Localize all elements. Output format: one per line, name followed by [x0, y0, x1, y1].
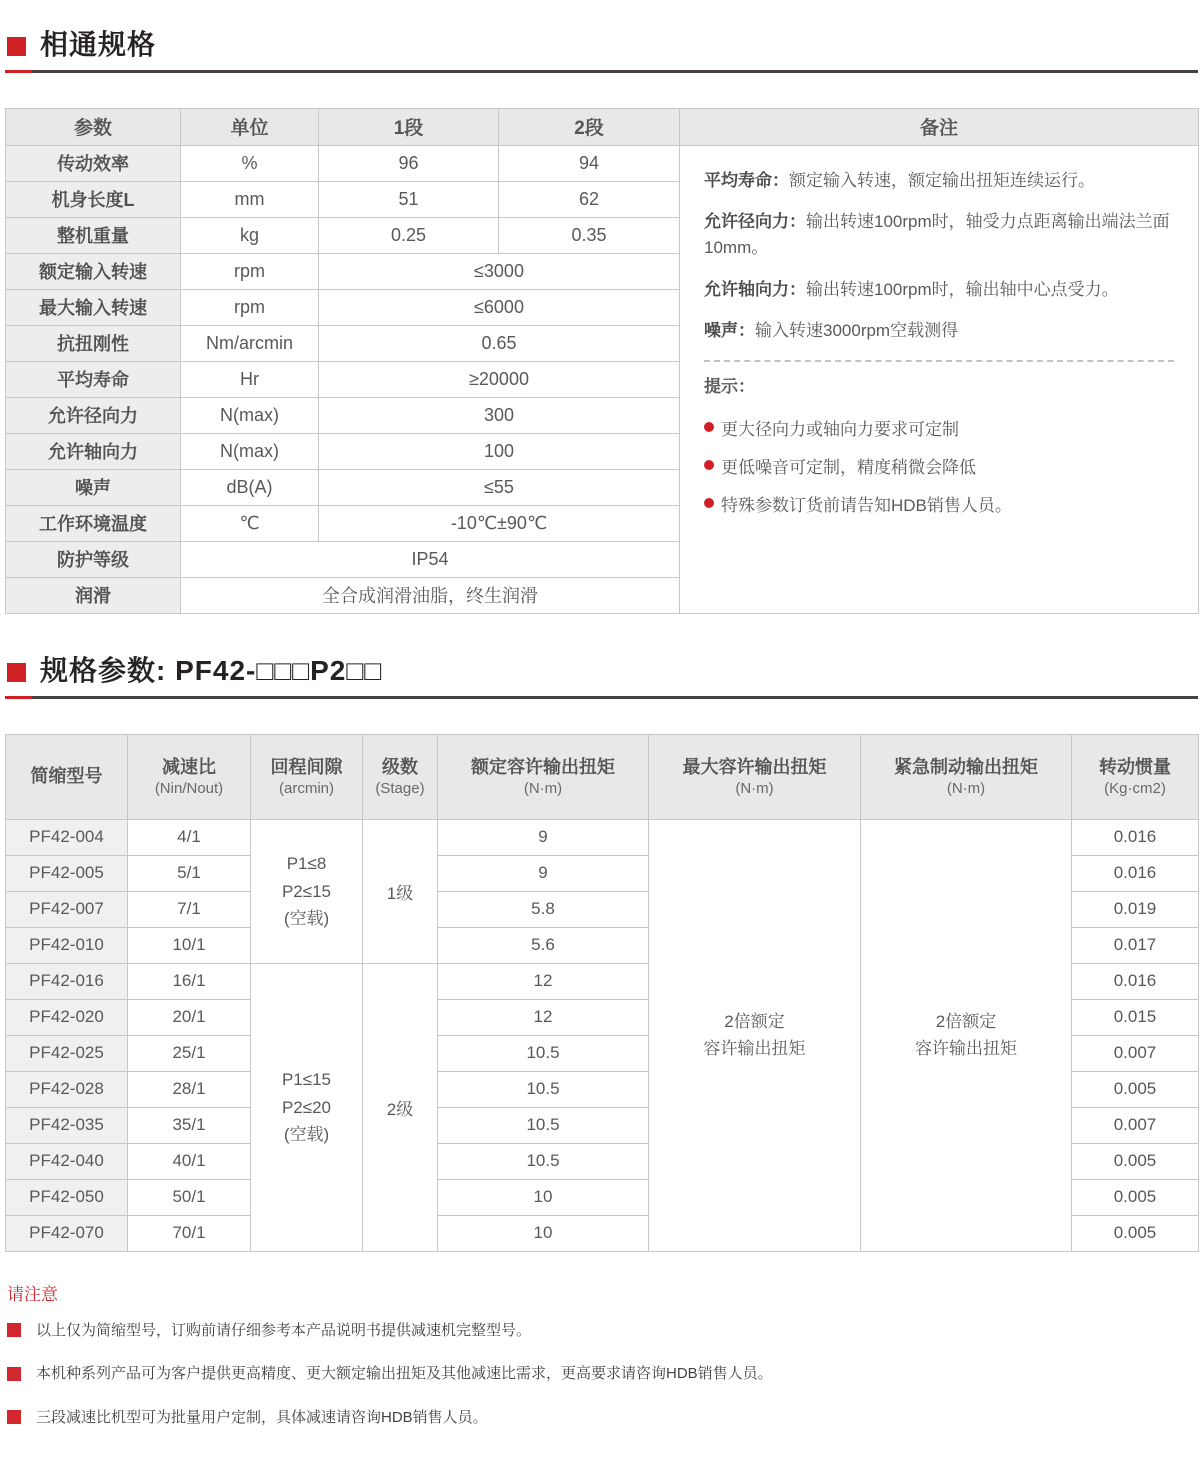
value-cell: IP54: [181, 541, 680, 577]
inertia-cell: 0.019: [1072, 891, 1199, 927]
ratio-cell: 7/1: [128, 891, 251, 927]
dashed-divider: [704, 360, 1174, 362]
table-header-row: [6, 734, 1199, 819]
remark-item: 平均寿命：额定输入转速，额定输出扭矩连续运行。: [704, 170, 1095, 190]
max-torque-group-cell: 2倍额定 容许输出扭矩: [649, 819, 861, 1251]
value-cell: ≥20000: [319, 361, 680, 397]
section-title-text: 规格参数: PF42-□□□P2□□: [40, 654, 383, 686]
ratio-cell: 25/1: [128, 1035, 251, 1071]
table-row: [6, 819, 1199, 855]
unit-cell: kg: [181, 217, 319, 253]
inertia-cell: 0.005: [1072, 1179, 1199, 1215]
inertia-cell: 0.007: [1072, 1035, 1199, 1071]
value-cell: 51: [319, 181, 499, 217]
inertia-cell: 0.016: [1072, 819, 1199, 855]
red-square-icon: [7, 37, 26, 56]
col-header-brake-torque: 紧急制动输出扭矩 (N·m): [861, 734, 1072, 819]
value-cell: 100: [319, 433, 680, 469]
value-cell: ≤3000: [319, 253, 680, 289]
col-header-stage: 级数 (Stage): [363, 734, 438, 819]
param-cell: 传动效率: [6, 145, 181, 181]
notice-item: 以上仅为简缩型号，订购前请仔细参考本产品说明书提供减速机完整型号。: [7, 1321, 1198, 1341]
tip-item: 更低噪音可定制，精度稍微会降低: [704, 453, 1174, 478]
col-header-remark: 备注: [680, 108, 1199, 145]
ratio-cell: 28/1: [128, 1071, 251, 1107]
col-header-param: 参数: [6, 108, 181, 145]
spec-params-section: [5, 656, 1198, 1252]
model-cell: PF42-028: [6, 1071, 128, 1107]
ratio-cell: 4/1: [128, 819, 251, 855]
ratio-cell: 70/1: [128, 1215, 251, 1251]
unit-cell: N(max): [181, 397, 319, 433]
col-header-stage1: 1段: [319, 108, 499, 145]
tip-item: 更大径向力或轴向力要求可定制: [704, 415, 1174, 440]
inertia-cell: 0.016: [1072, 855, 1199, 891]
ratio-cell: 20/1: [128, 999, 251, 1035]
unit-cell: %: [181, 145, 319, 181]
unit-cell: ℃: [181, 505, 319, 541]
torque-cell: 10.5: [438, 1143, 649, 1179]
col-header-model: 简缩型号: [6, 734, 128, 819]
param-cell: 额定输入转速: [6, 253, 181, 289]
tips-title: 提示：: [704, 376, 755, 396]
unit-cell: Hr: [181, 361, 319, 397]
notice-section: [5, 1280, 1198, 1428]
col-header-stage2: 2段: [499, 108, 680, 145]
value-cell: 0.35: [499, 217, 680, 253]
common-specs-section: [5, 30, 1198, 614]
param-cell: 防护等级: [6, 541, 181, 577]
value-cell: 0.25: [319, 217, 499, 253]
torque-cell: 9: [438, 855, 649, 891]
remark-item: 噪声：输入转速3000rpm空载测得: [704, 321, 959, 341]
value-cell: 96: [319, 145, 499, 181]
table-header-row: [6, 108, 1199, 145]
value-cell: 全合成润滑油脂，终生润滑: [181, 577, 680, 613]
param-cell: 噪声: [6, 469, 181, 505]
inertia-cell: 0.005: [1072, 1143, 1199, 1179]
model-cell: PF42-016: [6, 963, 128, 999]
model-cell: PF42-040: [6, 1143, 128, 1179]
torque-cell: 12: [438, 999, 649, 1035]
torque-cell: 10: [438, 1215, 649, 1251]
bullet-dot-icon: [704, 460, 714, 470]
bullet-dot-icon: [704, 498, 714, 508]
model-cell: PF42-007: [6, 891, 128, 927]
stage-group-cell: 1级: [363, 819, 438, 963]
param-cell: 润滑: [6, 577, 181, 613]
section-title-common: [5, 30, 1198, 73]
torque-cell: 12: [438, 963, 649, 999]
unit-cell: dB(A): [181, 469, 319, 505]
inertia-cell: 0.015: [1072, 999, 1199, 1035]
table-row: [6, 145, 1199, 181]
remarks-cell: [680, 145, 1199, 613]
torque-cell: 5.6: [438, 927, 649, 963]
value-cell: ≤55: [319, 469, 680, 505]
notice-item: 三段减速比机型可为批量用户定制，具体减速请咨询HDB销售人员。: [7, 1408, 1198, 1428]
param-cell: 整机重量: [6, 217, 181, 253]
notice-item: 本机种系列产品可为客户提供更高精度、更大额定输出扭矩及其他减速比需求，更高要求请咨询HDB销售人员。: [7, 1364, 1198, 1384]
ratio-cell: 10/1: [128, 927, 251, 963]
backlash-group-cell: P1≤8 P2≤15 (空载): [251, 819, 363, 963]
col-header-unit: 单位: [181, 108, 319, 145]
value-cell: -10℃±90℃: [319, 505, 680, 541]
param-cell: 允许轴向力: [6, 433, 181, 469]
ratio-cell: 35/1: [128, 1107, 251, 1143]
model-cell: PF42-070: [6, 1215, 128, 1251]
value-cell: 62: [499, 181, 680, 217]
model-cell: PF42-050: [6, 1179, 128, 1215]
model-cell: PF42-004: [6, 819, 128, 855]
param-cell: 机身长度L: [6, 181, 181, 217]
model-cell: PF42-035: [6, 1107, 128, 1143]
col-header-ratio: 减速比 (Nin/Nout): [128, 734, 251, 819]
section-title-spec: [5, 656, 1198, 699]
ratio-cell: 40/1: [128, 1143, 251, 1179]
model-cell: PF42-025: [6, 1035, 128, 1071]
red-square-bullet-icon: [7, 1323, 21, 1337]
common-specs-table: [5, 108, 1199, 614]
col-header-inertia: 转动惯量 (Kg·cm2): [1072, 734, 1199, 819]
remark-item: 允许径向力：输出转速100rpm时，轴受力点距离输出端法兰面10mm。: [704, 212, 1170, 258]
unit-cell: N(max): [181, 433, 319, 469]
param-cell: 抗扭刚性: [6, 325, 181, 361]
red-square-bullet-icon: [7, 1410, 21, 1424]
ratio-cell: 16/1: [128, 963, 251, 999]
model-cell: PF42-010: [6, 927, 128, 963]
inertia-cell: 0.007: [1072, 1107, 1199, 1143]
col-header-max-torque: 最大容许输出扭矩 (N·m): [649, 734, 861, 819]
torque-cell: 10.5: [438, 1071, 649, 1107]
torque-cell: 10: [438, 1179, 649, 1215]
backlash-group-cell: P1≤15 P2≤20 (空载): [251, 963, 363, 1251]
ratio-cell: 5/1: [128, 855, 251, 891]
bullet-dot-icon: [704, 422, 714, 432]
unit-cell: rpm: [181, 289, 319, 325]
value-cell: 94: [499, 145, 680, 181]
inertia-cell: 0.017: [1072, 927, 1199, 963]
ratio-cell: 50/1: [128, 1179, 251, 1215]
model-cell: PF42-020: [6, 999, 128, 1035]
model-cell: PF42-005: [6, 855, 128, 891]
torque-cell: 10.5: [438, 1107, 649, 1143]
param-cell: 平均寿命: [6, 361, 181, 397]
torque-cell: 10.5: [438, 1035, 649, 1071]
inertia-cell: 0.005: [1072, 1215, 1199, 1251]
red-square-bullet-icon: [7, 1367, 21, 1381]
remark-item: 允许轴向力：输出转速100rpm时，输出轴中心点受力。: [704, 279, 1119, 299]
torque-cell: 5.8: [438, 891, 649, 927]
unit-cell: rpm: [181, 253, 319, 289]
col-header-rated-torque: 额定容许输出扭矩 (N·m): [438, 734, 649, 819]
tip-item: 特殊参数订货前请告知HDB销售人员。: [704, 491, 1174, 516]
spec-params-table: [5, 734, 1199, 1252]
col-header-backlash: 回程间隙 (arcmin): [251, 734, 363, 819]
page-title: 相通规格: [40, 29, 157, 60]
unit-cell: Nm/arcmin: [181, 325, 319, 361]
value-cell: 300: [319, 397, 680, 433]
brake-torque-group-cell: 2倍额定 容许输出扭矩: [861, 819, 1072, 1251]
param-cell: 允许径向力: [6, 397, 181, 433]
inertia-cell: 0.016: [1072, 963, 1199, 999]
inertia-cell: 0.005: [1072, 1071, 1199, 1107]
stage-group-cell: 2级: [363, 963, 438, 1251]
value-cell: 0.65: [319, 325, 680, 361]
param-cell: 最大输入转速: [6, 289, 181, 325]
notice-title: 请注意: [7, 1284, 58, 1304]
param-cell: 工作环境温度: [6, 505, 181, 541]
unit-cell: mm: [181, 181, 319, 217]
value-cell: ≤6000: [319, 289, 680, 325]
torque-cell: 9: [438, 819, 649, 855]
red-square-icon: [7, 663, 26, 682]
